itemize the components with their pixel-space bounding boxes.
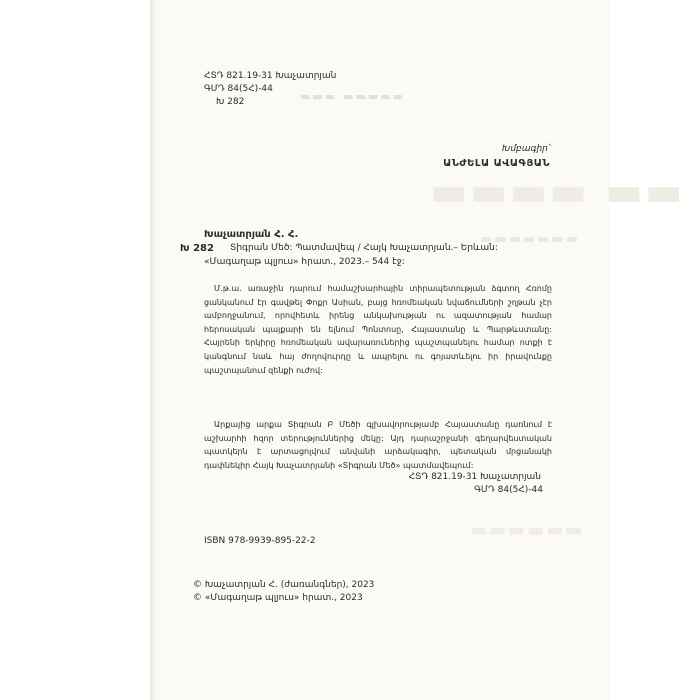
bbk-code-bottom: ԳՄԴ 84(5Հ)-44 [474,485,543,495]
bbk-code: ԳՄԴ 84(5Հ)-44 [204,84,273,94]
catalog-author-mark: Խ 282 [180,243,214,254]
editor-name: ԱՆԺԵԼԱ ԱՎԱԳՅԱՆ [443,158,550,169]
catalog-title-line: Տիգրան Մեծ: Պատմավեպ / Հայկ Խաչատրյան.– Երևան: [230,243,498,253]
catalog-author: Խաչատրյան Հ. Հ. [204,229,299,240]
show-through-text: ▬▬▬ ▬▬▬▬▬ [300,90,405,103]
udc-code: ՀՏԴ 821.19-31 Խաչատրյան [204,71,337,81]
show-through-text: ▬▬▬▬▬▬ [470,520,585,541]
copyright-publisher: © «Մագաղաթ պլյուս» հրատ., 2023 [193,593,363,603]
annotation-paragraph: Մ.թ.ա. առաջին դարում համաշխարհային տիրապետության ձգտող Հռոմը ցանկանում էր գավթել Փոքր Ասիան, բայց հռոմեական նվաճումների շղթան չէր ամբողջանում, որովհետև իրենց անկախության ու ազատության համար հերոսական պայքարի են ելնում Պոնտոսը, Հայաստանը և Պարթևստանը: Հայրենի երկիրը հռոմեական ավարառուներից պաշտպանելու համար ոտքի է կանգնում նաև հայ ժողովուրդը և ապրելու ու գոյատևելու իր իրավունքը պաշտպանում զենքի ուժով: [204,284,552,375]
editor-label: Խմբագիր՝ [502,144,550,154]
show-through-title: ▬▬▬▬ ▬▬ [430,168,685,215]
annotation-paragraph: Արքայից արքա Տիգրան Բ Մեծի գլխավորությամբ Հայաստանը դառնում է աշխարհի հզոր տերություններից մեկը: Այդ դարաշրջանի գեղարվեստական պատկերն է արտացոլվում անվանի արձակագիր, պետական մրցանակի դափնեկիր Հայկ Խաչատրյանի «Տիգրան Մեծ» պատմավեպում: [204,420,552,470]
page-edge-shadow [150,0,156,700]
show-through-text: ▬▬▬▬▬▬▬ [480,232,580,247]
catalog-publisher-line: «Մագաղաթ պլյուս» հրատ., 2023.– 544 էջ: [204,257,405,267]
udc-code-bottom: ՀՏԴ 821.19-31 Խաչատրյան [408,472,541,482]
author-mark: Խ 282 [216,97,245,107]
copyright-author: © Խաչատրյան Հ. (ժառանգներ), 2023 [193,580,375,590]
isbn: ISBN 978-9939-895-22-2 [204,536,316,546]
